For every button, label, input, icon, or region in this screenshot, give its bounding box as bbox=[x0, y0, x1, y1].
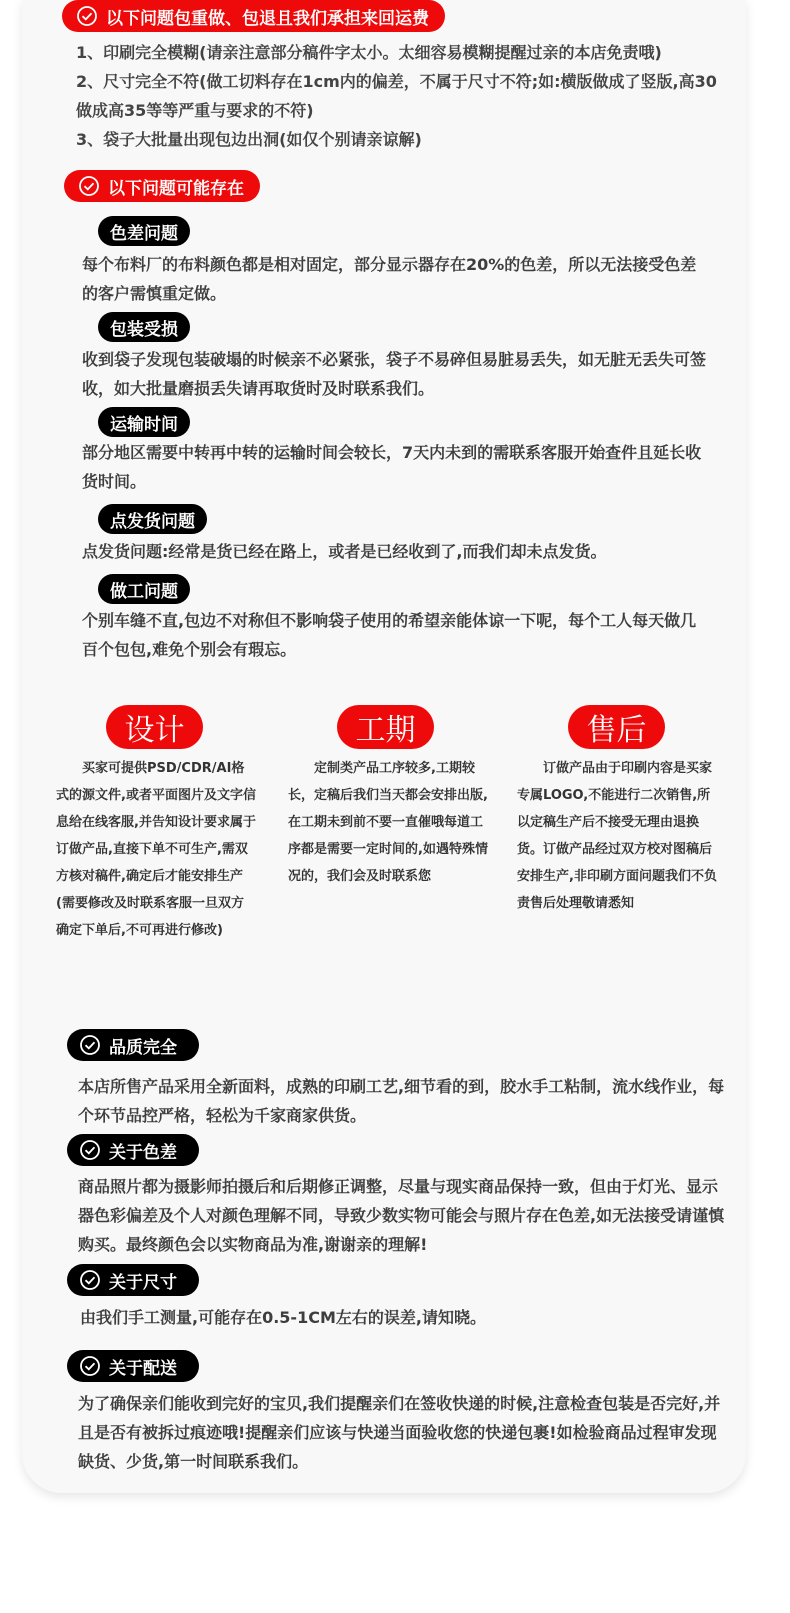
notice-text-color: 商品照片都为摄影师拍摄后和后期修正调整，尽量与现实商品保持一致，但由于灯光、显示器色彩偏差及个人对颜色理解不同，导致少数实物可能会与照片存在色差,如无法接受请谨慎购买。最终颜色会以实物商品为准,谢谢亲的理解! bbox=[78, 1177, 725, 1254]
after-sales-text: 订做产品由于印刷内容是买家专属LOGO,不能进行二次销售,所以定稿生产后不接受无理由退换货。订做产品经过双方校对图稿后安排生产,非印刷方面问题我们不负责售后处理敬请悉知 bbox=[517, 761, 717, 911]
topic-text-dispatch: 点发货问题:经常是货已经在路上，或者是已经收到了,而我们却未点发货。 bbox=[82, 542, 607, 561]
design-text: 买家可提供PSD/CDR/AI格式的源文件,或者平面图片及文字信息给在线客服,并告知设计要求属于订做产品,直接下单不可生产,需双方核对稿件,确定后才能安排生产(需要修改及时联系客服一旦双方确定下单后,不可再进行修改) bbox=[56, 761, 256, 938]
check-circle-icon bbox=[79, 1355, 101, 1377]
topic-text-workmanship: 个别车缝不直,包边不对称但不影响袋子使用的希望亲能体谅一下呢，每个工人每天做几百个包包,难免个别会有瑕忘。 bbox=[82, 611, 697, 659]
schedule-heading: 工期 bbox=[337, 705, 434, 749]
notice-title: 关于配送 bbox=[109, 1358, 177, 1379]
after-sales-heading: 售后 bbox=[568, 705, 665, 749]
check-circle-icon bbox=[79, 1269, 101, 1291]
check-circle-icon bbox=[79, 1034, 101, 1056]
schedule-text: 定制类产品工序较多,工期较长，定稿后我们当天都会安排出版,在工期未到前不要一直催哦每道工序都是需要一定时间的,如遇特殊情况的，我们会及时联系您 bbox=[288, 761, 488, 884]
notice-title: 关于尺寸 bbox=[109, 1272, 177, 1293]
possible-issues-heading bbox=[64, 170, 260, 202]
list-item: 2、尺寸完全不符(做工切料存在1cm内的偏差，不属于尺寸不符;如:横版做成了竖版,高30做成高35等等严重与要求的不符) bbox=[76, 72, 717, 120]
design-heading: 设计 bbox=[106, 705, 203, 749]
check-circle-icon bbox=[79, 1139, 101, 1161]
list-item: 3、袋子大批量出现包边出洞(如仅个别请亲谅解) bbox=[76, 130, 422, 149]
notice-title: 品质完全 bbox=[109, 1037, 177, 1058]
notice-heading-color bbox=[67, 1134, 199, 1166]
notice-text-delivery: 为了确保亲们能收到完好的宝贝,我们提醒亲们在签收快递的时候,注意检查包装是否完好,并且是否有被拆过痕迹哦!提醒亲们应该与快递当面验收您的快递包裹!如检验商品过程审发现缺货、少货,第一时间联系我们。 bbox=[78, 1394, 721, 1471]
notice-title: 关于色差 bbox=[109, 1142, 177, 1163]
notice-heading-size bbox=[67, 1264, 199, 1296]
refund-section-title: 以下问题包重做、包退且我们承担来回运费 bbox=[106, 8, 429, 29]
notice-heading-delivery bbox=[67, 1350, 199, 1382]
list-item: 1、印刷完全模糊(请亲注意部分稿件字太小。太细容易模糊提醒过亲的本店免责哦) bbox=[76, 43, 662, 62]
topic-tag-workmanship: 做工问题 bbox=[98, 574, 190, 604]
notice-text-size: 由我们手工测量,可能存在0.5-1CM左右的误差,请知晓。 bbox=[80, 1308, 486, 1327]
check-circle-icon bbox=[76, 5, 98, 27]
refund-conditions-list bbox=[76, 38, 726, 154]
topic-text-shipping-time: 部分地区需要中转再中转的运输时间会较长，7天内未到的需联系客服开始查件且延长收货时间。 bbox=[82, 443, 702, 491]
check-circle-icon bbox=[78, 175, 100, 197]
topic-tag-dispatch: 点发货问题 bbox=[98, 504, 207, 534]
topic-tag-packaging: 包装受损 bbox=[98, 312, 190, 342]
notice-heading-quality bbox=[67, 1029, 199, 1061]
topic-text-color: 每个布料厂的布料颜色都是相对固定，部分显示器存在20%的色差，所以无法接受色差的客户需慎重定做。 bbox=[82, 255, 697, 303]
topic-tag-shipping-time: 运输时间 bbox=[98, 407, 190, 437]
topic-text-packaging: 收到袋子发现包装破塌的时候亲不必紧张，袋子不易碎但易脏易丢失，如无脏无丢失可签收，如大批量磨损丢失请再取货时及时联系我们。 bbox=[82, 350, 707, 398]
topic-tag-color: 色差问题 bbox=[98, 216, 190, 246]
refund-section-heading bbox=[62, 0, 445, 32]
notice-text-quality: 本店所售产品采用全新面料，成熟的印刷工艺,细节看的到，胶水手工粘制，流水线作业，每个环节品控严格，轻松为千家商家供货。 bbox=[78, 1077, 725, 1125]
possible-issues-title: 以下问题可能存在 bbox=[108, 178, 244, 199]
